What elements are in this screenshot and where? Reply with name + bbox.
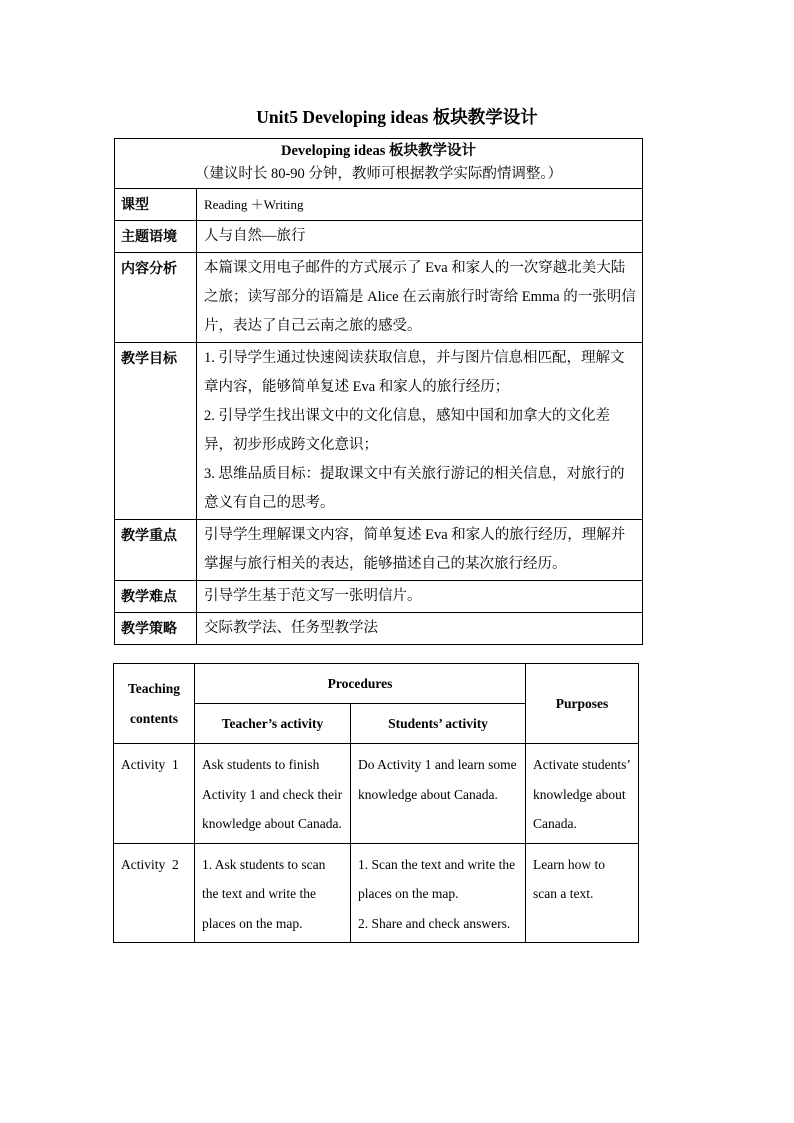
students-activity-cell [351,744,526,844]
document-title: Unit5 Developing ideas 板块教学设计 [256,107,538,127]
students-activity-line: 1. Scan the text and write the places on the map. [358,856,516,901]
header-students-activity: Students’ activity [351,704,526,744]
label-key-points: 教学重点 [115,520,197,581]
row-content-analysis [115,253,643,343]
value-teaching-objectives [197,343,643,520]
teacher-activity-cell: 1. Ask students to scan the text and write the places on the map. [195,843,351,943]
header-purposes: Purposes [526,664,639,744]
purpose-cell: Learn how to scan a text. [526,843,639,943]
header-teaching-contents: Teaching contents [114,664,195,744]
plan-subheading: （建议时长 80-90 分钟，教师可根据教学实际酌情调整。） [194,166,563,182]
header-procedures: Procedures [195,664,526,704]
plan-header-cell [115,139,643,189]
label-content-analysis: 内容分析 [115,253,197,343]
row-teaching-objectives [115,343,643,520]
label-strategies: 教学策略 [115,613,197,645]
label-teaching-objectives: 教学目标 [115,343,197,520]
label-lesson-type: 课型 [115,189,197,221]
activity-label: Activity 2 [114,843,195,943]
purpose-cell: Activate students’ knowledge about Canada. [526,744,639,844]
activity-label: Activity 1 [114,744,195,844]
objective-item: 3. 思维品质目标：提取课文中有关旅行游记的相关信息，对旅行的意义有自己的思考。 [204,466,625,511]
objective-item: 1. 引导学生通过快速阅读获取信息，并与图片信息相匹配，理解文章内容，能够简单复述 Eva 和家人的旅行经历； [204,350,625,395]
row-lesson-type [115,189,643,221]
objective-item: 2. 引导学生找出课文中的文化信息，感知中国和加拿大的文化差异，初步形成跨文化意识； [204,408,610,453]
teacher-activity-cell: Ask students to finish Activity 1 and check their knowledge about Canada. [195,744,351,844]
row-theme-context [115,221,643,253]
value-theme-context: 人与自然—旅行 [197,221,643,253]
row-difficulties [115,581,643,613]
value-strategies: 交际教学法、任务型教学法 [197,613,643,645]
label-theme-context: 主题语境 [115,221,197,253]
students-activity-cell [351,843,526,943]
students-activity-line: Do Activity 1 and learn some knowledge about Canada. [358,757,517,802]
procedure-table [113,663,639,943]
value-key-points: 引导学生理解课文内容，简单复述 Eva 和家人的旅行经历，理解并掌握与旅行相关的表达，能够描述自己的某次旅行经历。 [197,520,643,581]
row-strategies [115,613,643,645]
table-row [114,744,639,844]
label-difficulties: 教学难点 [115,581,197,613]
plan-heading: Developing ideas 板块教学设计 [281,143,476,159]
value-lesson-type: Reading ＋Writing [197,189,643,221]
value-difficulties: 引导学生基于范文写一张明信片。 [197,581,643,613]
students-activity-line: 2. Share and check answers. [358,915,511,931]
value-content-analysis: 本篇课文用电子邮件的方式展示了 Eva 和家人的一次穿越北美大陆之旅；读写部分的语篇是 Alice 在云南旅行时寄给 Emma 的一张明信片，表达了自己云南之旅的感受。 [197,253,643,343]
row-key-points [115,520,643,581]
header-teacher-activity: Teacher’s activity [195,704,351,744]
plan-header-row [115,139,643,189]
lesson-plan-table [114,138,643,645]
procedure-header-row [114,664,639,704]
table-row [114,843,639,943]
